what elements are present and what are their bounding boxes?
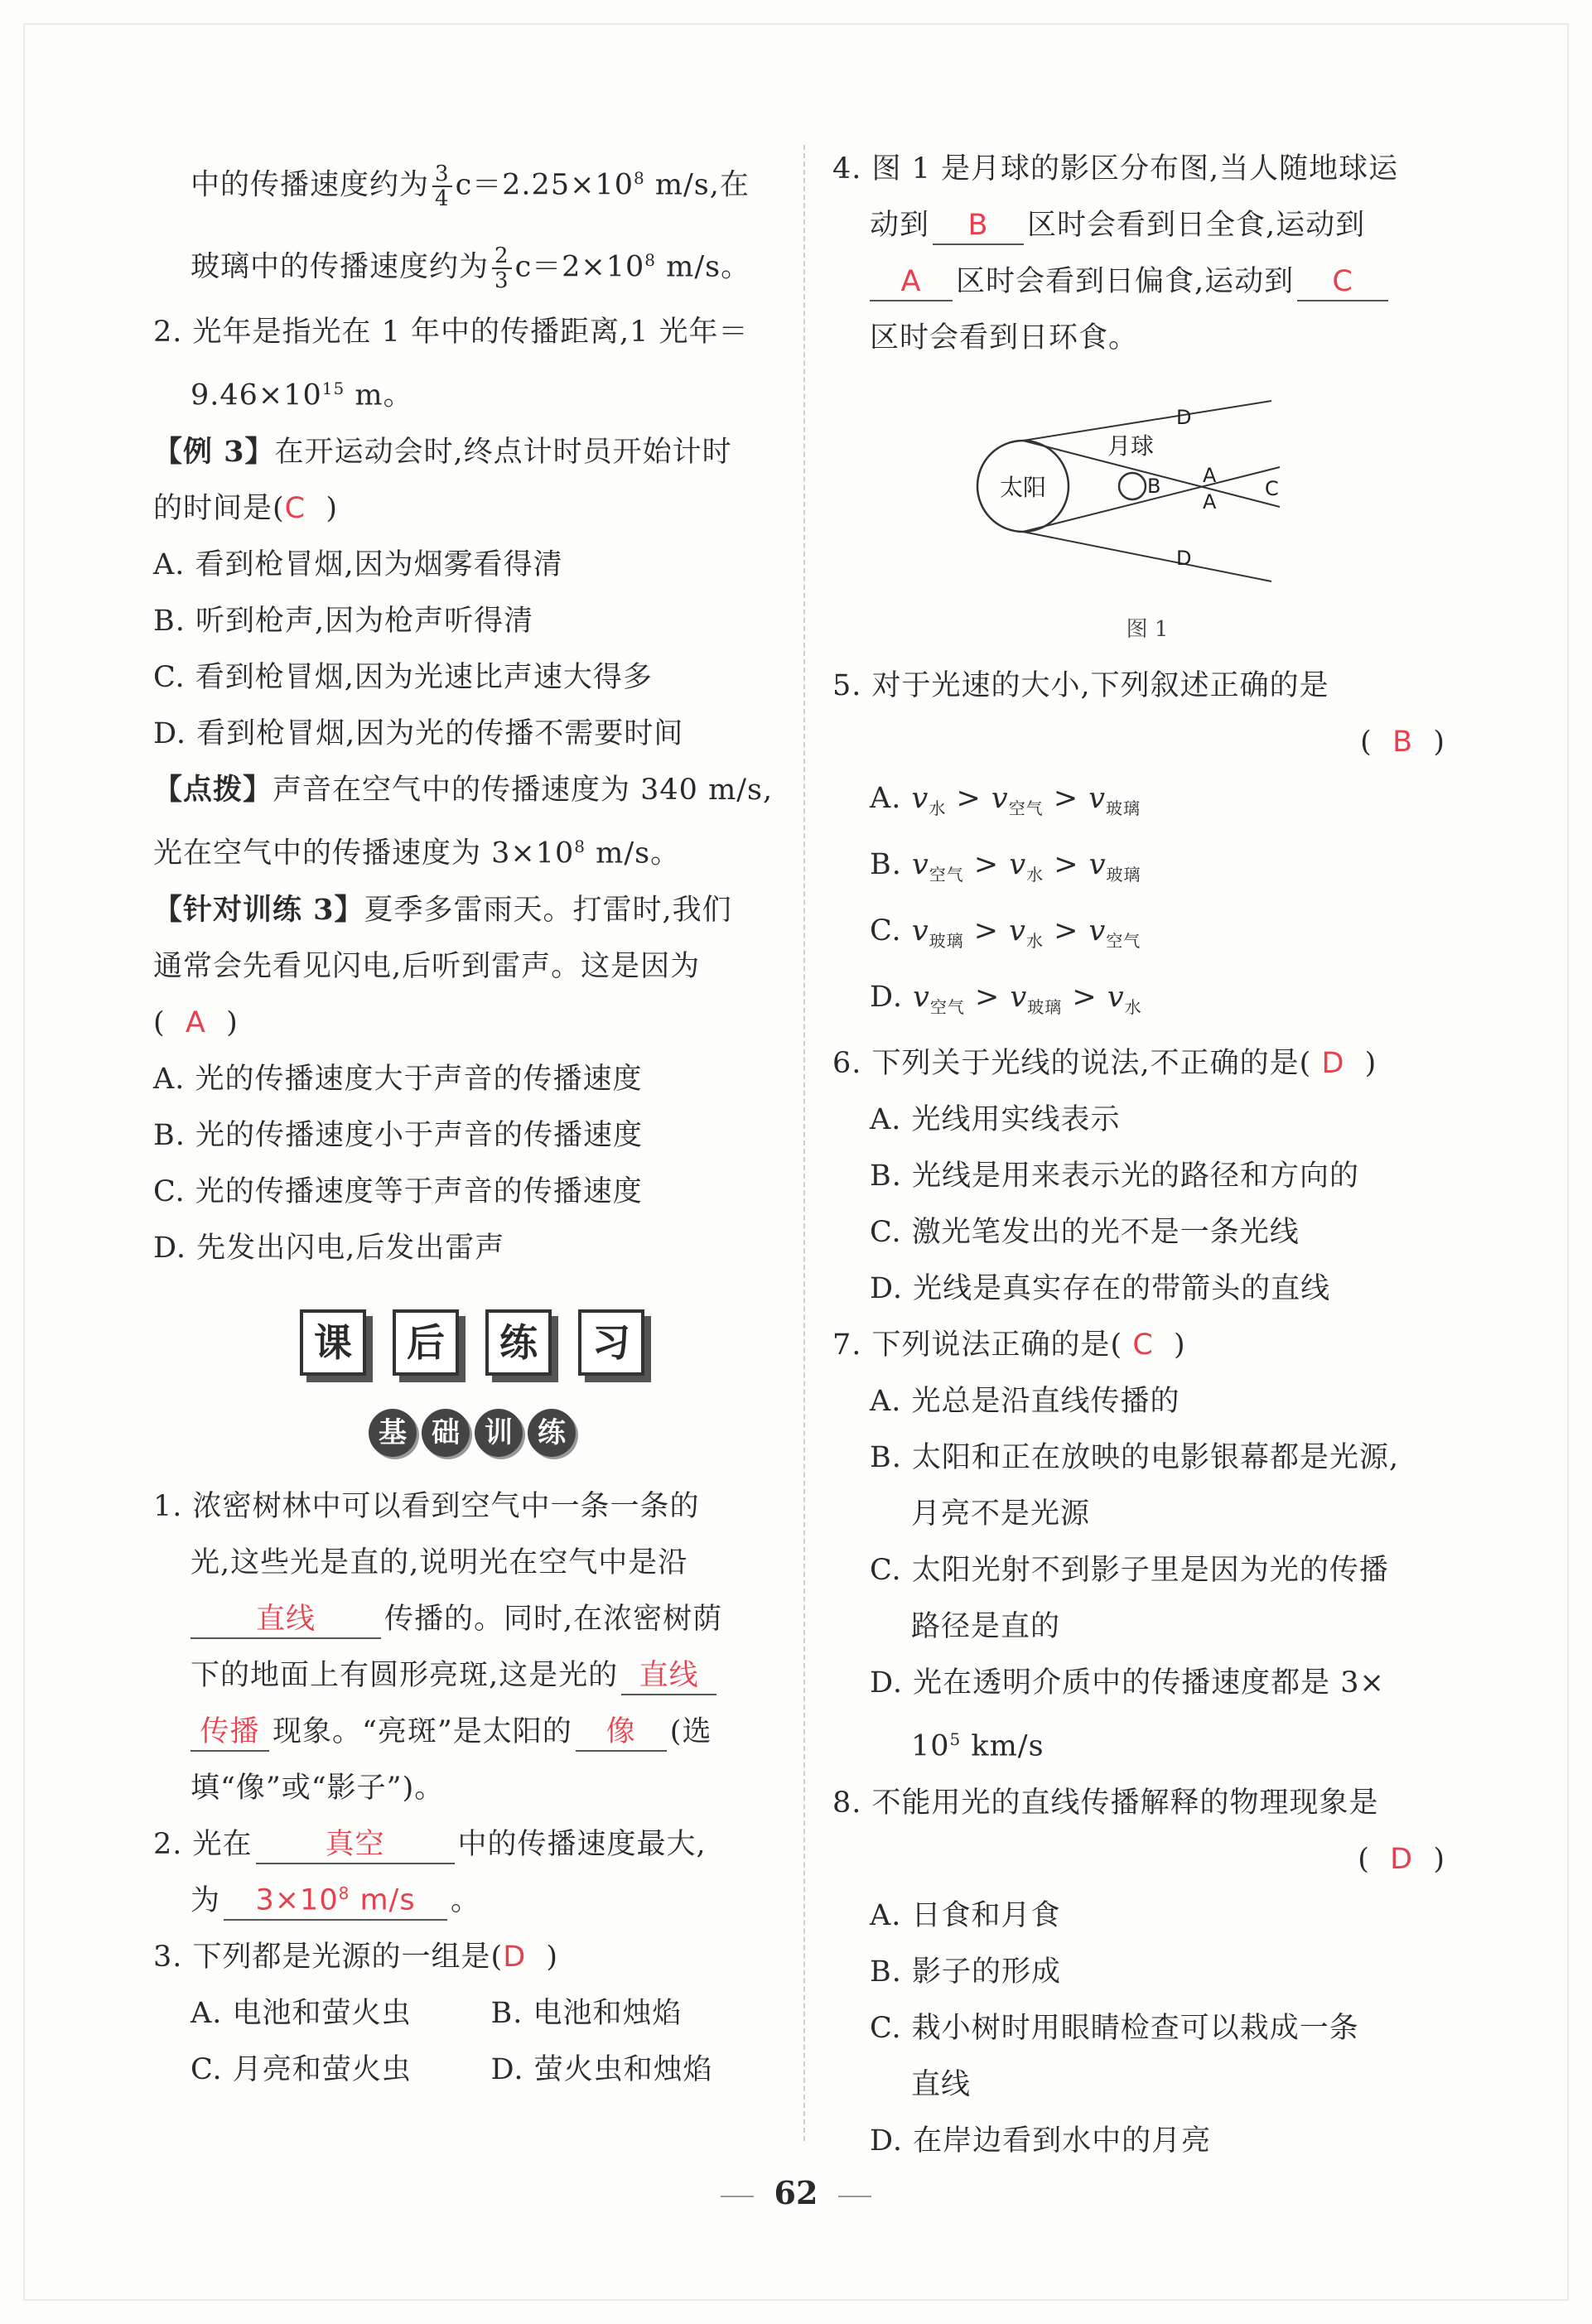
answer: D [1390,1842,1414,1876]
region-label-d: D [1176,406,1192,429]
moon-label: 月球 [1107,432,1155,460]
training-3-option: C. 光的传播速度等于声音的传播速度 [153,1174,643,1208]
section-title-after-class-practice: 课 后 练 习 [153,1309,791,1384]
question-1-line-3: 直线 传播的。同时,在浓密树荫 [153,1591,791,1647]
question-4-line-2: 动到 B 区时会看到日全食,运动到 [832,197,1462,253]
question-6-option: C. 激光笔发出的光不是一条光线 [870,1216,1300,1249]
tip-tag: 【点拨】 [153,772,273,807]
question-3-options-row-1: A. 电池和萤火虫 B. 电池和烛焰 [191,1996,683,2030]
answer-blank: $3\times 10^8$ m/s [224,1875,447,1921]
answer-blank: 直线 [621,1657,716,1695]
question-8-line-1: 8. 不能用光的直线传播解释的物理现象是 [832,1786,1379,1820]
moon-shadow-diagram [957,383,1462,610]
question-1-line-6: 填“像”或“影子”)。 [191,1771,445,1805]
question-6-option: A. 光线用实线表示 [870,1103,1121,1136]
answer: D [1321,1047,1345,1080]
page-number: 62 [0,2174,1592,2211]
question-5-line-1: 5. 对于光速的大小,下列叙述正确的是 [832,669,1329,702]
question-5-option: A. $v_水 > v_{空气} > v_{玻璃}$ [870,782,1141,818]
answer-blank: 直线 [191,1601,381,1639]
example-3-option: C. 看到枪冒烟,因为光速比声速大得多 [153,660,653,694]
question-7-option-cont: 月亮不是光源 [911,1497,1091,1531]
question-7-option: B. 太阳和正在放映的电影银幕都是光源, [870,1441,1400,1474]
answer-blank: A [870,263,953,301]
example-3-line-1: 【例 3】在开运动会时,终点计时员开始计时 [153,434,732,469]
region-label-c: C [1265,477,1279,500]
question-8-option: B. 影子的形成 [870,1955,1061,1989]
intro-line-1: 中的传播速度约为 $\frac{3}{4}$ $c=2.25\times 10^8$ m/s,在 [191,162,750,212]
question-5-option: C. $v_{玻璃} > v_水 > v_{空气}$ [870,914,1141,951]
example-3-option: A. 看到枪冒烟,因为烟雾看得清 [153,547,563,581]
training-3-option: A. 光的传播速度大于声音的传播速度 [153,1062,643,1096]
question-6-option: D. 光线是真实存在的带箭头的直线 [870,1272,1331,1305]
training-3-line-1: 【针对训练 3】夏季多雷雨天。打雷时,我们 [153,892,732,927]
answer: C [284,491,306,525]
column-divider [803,145,805,2141]
region-label-b: B [1147,475,1161,498]
right-column [832,141,1462,2169]
question-7-option-cont: 路径是直的 [911,1610,1061,1643]
shadow-diagram-svg [957,383,1305,606]
question-8-option: A. 日食和月食 [870,1898,1061,1932]
question-8-option: C. 栽小树时用眼睛检查可以栽成一条 [870,2011,1359,2045]
answer: A [185,1005,206,1039]
question-1-line-2: 光,这些光是直的,说明光在空气中是沿 [191,1545,688,1579]
question-1-line-4: 下的地面上有圆形亮斑,这是光的 直线 [153,1647,791,1704]
answer-blank: 真空 [256,1826,455,1864]
question-3-line-1: 3. 下列都是光源的一组是(D ) [153,1940,559,1974]
training-3-line-3: ( A ) [153,1005,239,1039]
answer-blank: 像 [576,1714,667,1752]
example-3-line-2: 的时间是(C ) [153,491,339,525]
question-1-line-1: 1. 浓密树林中可以看到空气中一条一条的 [153,1489,700,1523]
moon-circle [1119,473,1146,499]
example-3-option: B. 听到枪声,因为枪声听得清 [153,604,534,638]
question-8-answer: ( D ) [1358,1842,1445,1876]
region-label-a: A [1203,490,1217,513]
answer-blank: B [933,207,1024,245]
question-6-line-1: 6. 下列关于光线的说法,不正确的是( D ) [832,1047,1377,1080]
training-3-option: D. 先发出闪电,后发出雷声 [153,1231,505,1265]
region-label-a: A [1203,464,1217,487]
region-label-d: D [1176,547,1192,570]
question-5-option: D. $v_{空气} > v_{玻璃} > v_水$ [870,981,1142,1017]
question-7-option-cont: $10^5$ km/s [911,1729,1044,1763]
sun-label: 太阳 [999,474,1047,501]
example-tag: 【例 3】 [153,434,275,469]
fraction: $\frac{3}{4}$ [432,162,452,210]
ray-line [1023,532,1271,581]
question-8-option-cont: 直线 [911,2067,972,2101]
training-tag: 【针对训练 3】 [153,892,364,927]
question-2-line-1: 2. 光在 真空 中的传播速度最大, [153,1816,791,1873]
question-1-line-5: 传播 现象。“亮斑”是太阳的 像 (选 [153,1704,791,1760]
subsection-title-basic-training: 基 础 训 练 [153,1409,791,1467]
training-3-option: B. 光的传播速度小于声音的传播速度 [153,1118,643,1152]
answer-blank: C [1297,263,1388,301]
question-4-line-1: 4. 图 1 是月球的影区分布图,当人随地球运 [832,152,1399,186]
answer: D [503,1940,527,1974]
answer: B [1392,726,1414,759]
item-2-line-1: 2. 光年是指光在 1 年中的传播距离,1 光年＝ [153,316,749,350]
example-3-option: D. 看到枪冒烟,因为光的传播不需要时间 [153,716,684,750]
answer: C [1132,1328,1154,1362]
tip-line-1: 【点拨】声音在空气中的传播速度为 340 m/s, [153,772,774,807]
question-6-option: B. 光线是用来表示光的路径和方向的 [870,1160,1359,1193]
question-4-line-4: 区时会看到日环食。 [870,321,1139,354]
question-2-line-2: 为 $3\times 10^8$ m/s 。 [153,1873,791,1929]
left-column [153,141,791,2098]
item-2-line-2: $9.46\times 10^{15}$ m。 [191,378,413,412]
question-4-line-3: A 区时会看到日偏食,运动到 C [832,253,1462,310]
question-5-answer: ( B ) [1360,726,1445,759]
answer-blank: 传播 [191,1714,269,1752]
question-5-option: B. $v_{空气} > v_水 > v_{玻璃}$ [870,848,1141,885]
question-3-options-row-2: C. 月亮和萤火虫 D. 萤火虫和烛焰 [191,2052,713,2086]
question-7-option: A. 光总是沿直线传播的 [870,1385,1180,1418]
question-7-option: C. 太阳光射不到影子里是因为光的传播 [870,1554,1389,1587]
training-3-line-2: 通常会先看见闪电,后听到雷声。这是因为 [153,949,701,983]
question-7-option: D. 光在透明介质中的传播速度都是 3× [870,1666,1385,1700]
fraction: $\frac{2}{3}$ [492,244,512,292]
question-7-line-1: 7. 下列说法正确的是( C ) [832,1328,1186,1362]
question-8-option: D. 在岸边看到水中的月亮 [870,2124,1212,2158]
intro-line-2: 玻璃中的传播速度约为 $\frac{2}{3}$ $c=2\times 10^8$ m/s。 [191,243,751,293]
tip-line-2: 光在空气中的传播速度为 $3\times 10^8$ m/s。 [153,836,681,870]
figure-caption: 图 1 [1126,617,1169,642]
